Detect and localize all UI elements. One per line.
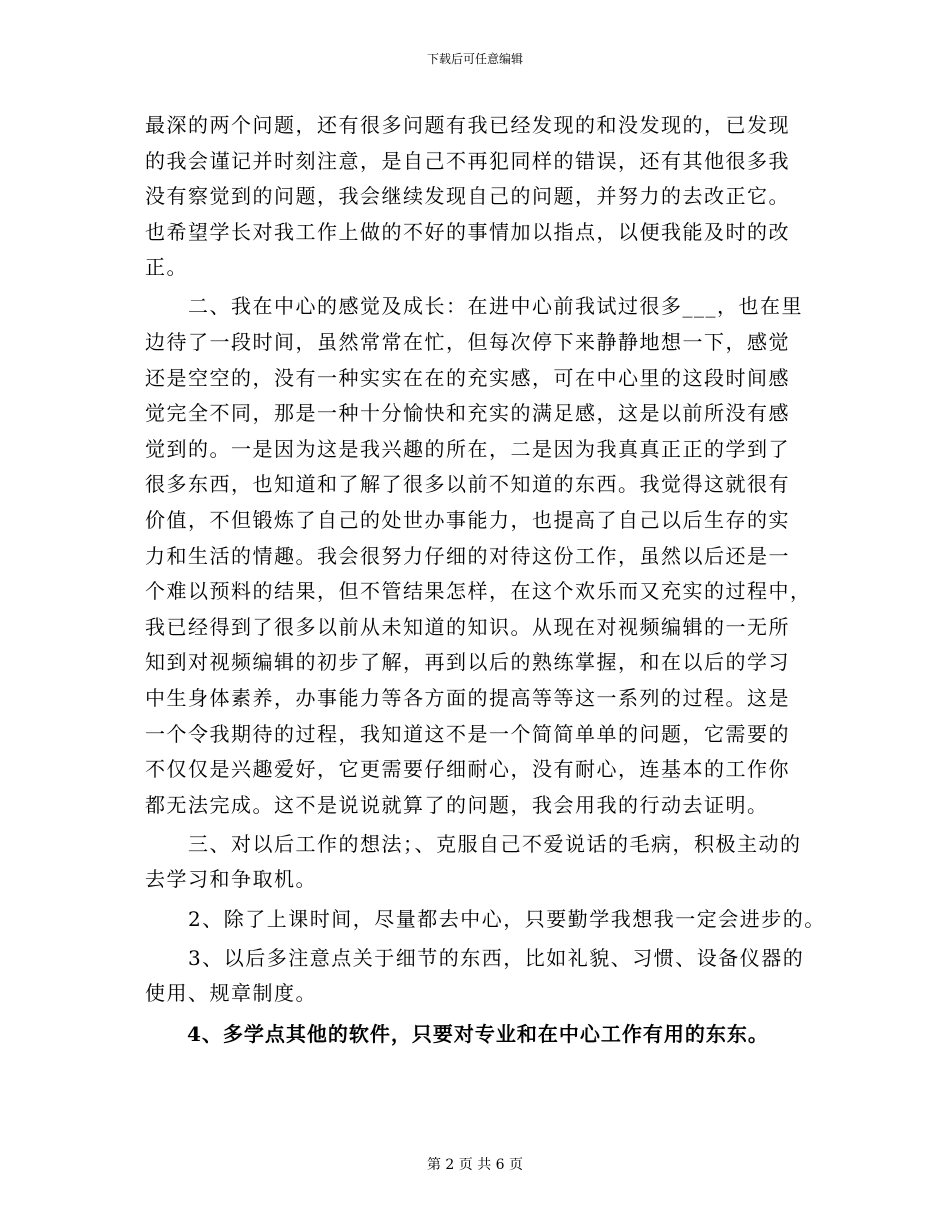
text-line: 我已经得到了很多以前从未知道的知识。从现在对视频编辑的一无所 xyxy=(145,614,790,639)
text-line: 的我会谨记并时刻注意，是自己不再犯同样的错误，还有其他很多我 xyxy=(145,148,790,173)
text-line: 价值，不但锻炼了自己的处世办事能力，也提高了自己以后生存的实 xyxy=(145,508,790,533)
list-item-2: 2、除了上课时间，尽量都去中心，只要勤学我想我一定会进步的。 xyxy=(145,906,826,931)
list-item-3: 3、以后多注意点关于细节的东西，比如礼貌、习惯、设备仪器的 xyxy=(145,945,805,970)
text-line: 边待了一段时间，虽然常常在忙，但每次停下来静静地想一下，感觉 xyxy=(145,330,790,355)
page-footer: 第 2 页 共 6 页 xyxy=(426,1157,524,1173)
text-line: 还是空空的，没有一种实实在在的充实感，可在中心里的这段时间感 xyxy=(145,365,790,390)
text-line: 不仅仅是兴趣爱好，它更需要仔细耐心，没有耐心，连基本的工作你 xyxy=(145,757,790,782)
text-line: 力和生活的情趣。我会很努力仔细的对待这份工作，虽然以后还是一 xyxy=(145,543,790,568)
text-line: 一个令我期待的过程，我知道这不是一个简简单单的问题，它需要的 xyxy=(145,721,790,746)
paragraph-two-heading: 二、我在中心的感觉及成长：在进中心前我试过很多___，也在里 xyxy=(145,294,803,319)
text-line: 最深的两个问题，还有很多问题有我已经发现的和没发现的，已发现 xyxy=(145,113,790,137)
paragraph-three-heading: 三、对以后工作的想法；、克服自己不爱说话的毛病，积极主动的 xyxy=(145,831,802,856)
document-body xyxy=(145,108,826,1052)
text-line: 觉完全不同，那是一种十分愉快和充实的满足感，这是以前所没有感 xyxy=(145,401,790,426)
text-line: 中生身体素养，办事能力等各方面的提高等等这一系列的过程。这是 xyxy=(145,686,790,710)
text-line: 觉到的。一是因为这是我兴趣的所在，二是因为我真真正正的学到了 xyxy=(145,436,790,461)
text-line: 没有察觉到的问题，我会继续发现自己的问题，并努力的去改正它。 xyxy=(145,184,790,209)
text-line: 个难以预料的结果，但不管结果怎样，在这个欢乐而又充实的过程中， xyxy=(145,579,812,604)
text-line: 正。 xyxy=(145,255,188,280)
text-line: 很多东西，也知道和了解了很多以前不知道的东西。我觉得这就很有 xyxy=(145,472,790,497)
text-line: 也希望学长对我工作上做的不好的事情加以指点，以便我能及时的改 xyxy=(145,219,790,244)
page-header: 下载后可任意编辑 xyxy=(426,52,523,66)
text-line: 使用、规章制度。 xyxy=(145,981,317,1006)
text-line: 都无法完成。这不是说说就算了的问题，我会用我的行动去证明。 xyxy=(145,792,769,817)
list-item-4: 4、多学点其他的软件，只要对专业和在中心工作有用的东东。 xyxy=(145,1021,769,1046)
text-line: 知到对视频编辑的初步了解，再到以后的熟练掌握，和在以后的学习 xyxy=(145,650,790,675)
text-line: 去学习和争取机。 xyxy=(145,867,317,892)
